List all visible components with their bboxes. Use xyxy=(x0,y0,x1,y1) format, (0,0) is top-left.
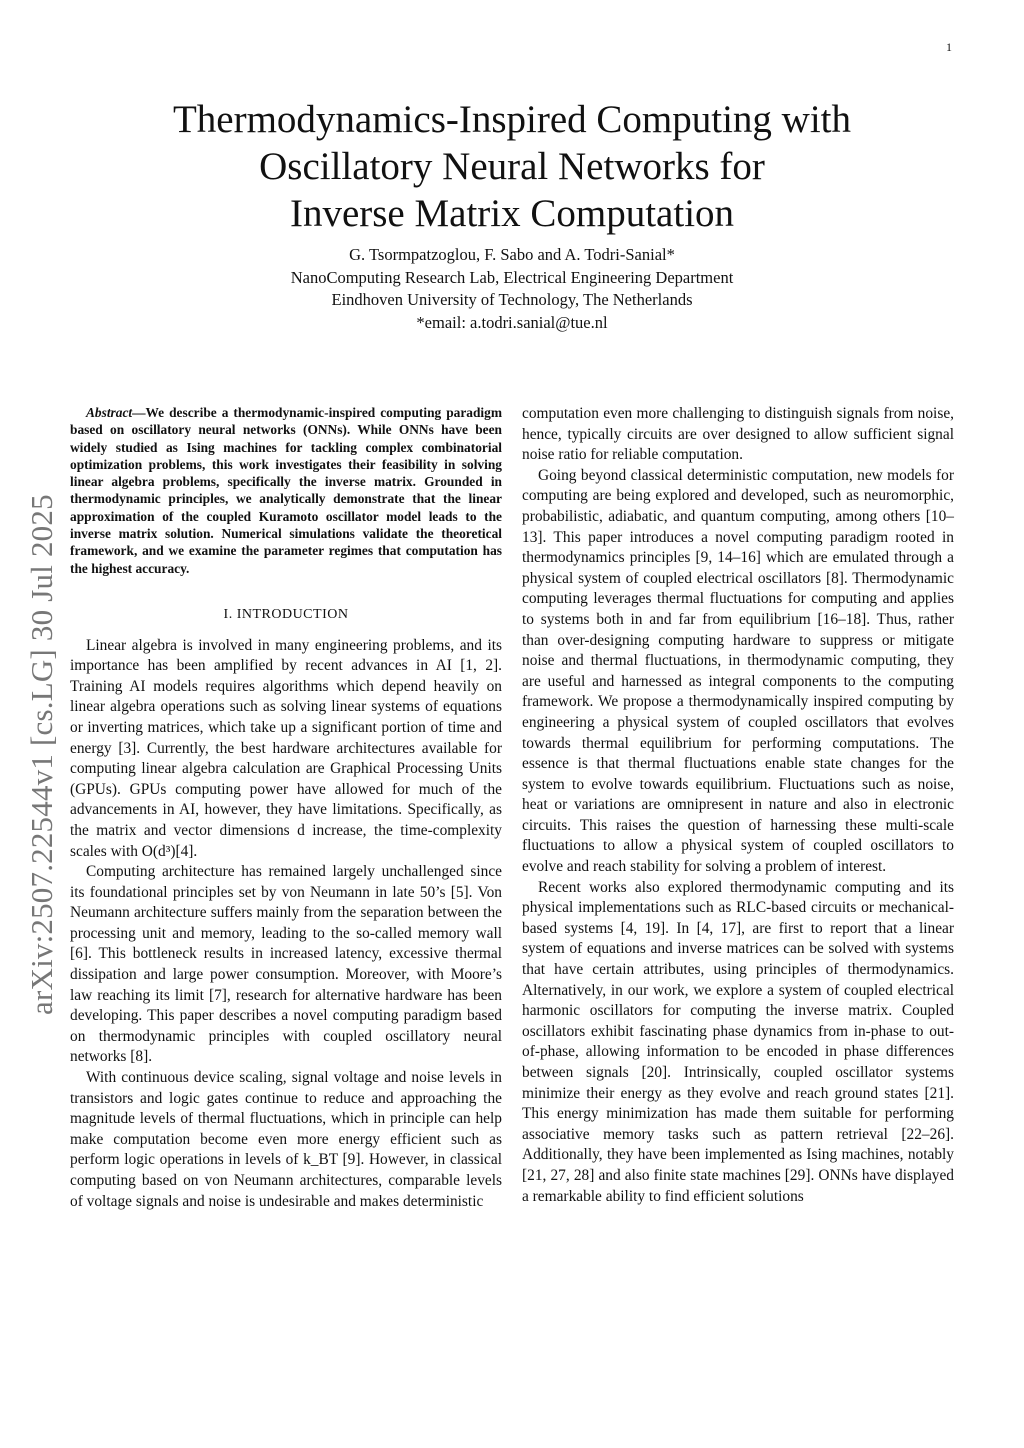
intro-paragraph: Linear algebra is involved in many engineering problems, and its importance has been amplified by recent advances in AI [1, 2]. Training AI models requires algorithms which depend heavily on linear algebra operations such as solving linear systems of equations or inverting matrices, which take up a significant portion of time and energy [3]. Currently, the best hardware architectures available for computing linear algebra calculation are Graphical Processing Units (GPUs). GPUs computing power have allowed for much of the advancements in AI, however, they have limitations. Specifically, as the matrix and vector dimensions d increase, the time-complexity scales with O(d³)[4]. xyxy=(70,636,502,860)
title-block xyxy=(0,96,1024,334)
body-paragraph: computation even more challenging to distinguish signals from noise, hence, typically circuits are over designed to allow sufficient signal noise ratio for reliable computation. xyxy=(522,405,954,464)
email: *email: a.todri.sanial@tue.nl xyxy=(416,312,608,332)
right-column xyxy=(522,404,954,1207)
abstract-label: Abstract xyxy=(86,405,133,420)
intro-paragraph: Computing architecture has remained largely unchallenged since its foundational principles set by von Neumann in late 50’s [5]. Von Neumann architecture suffers mainly from the separation between the processing unit and memory, leading to the so-called memory wall [6]. This bottleneck results in increased latency, excessive thermal dissipation and large power consumption. Moreover, with Moore’s law reaching its limit [7], research for alternative hardware has been developing. This paper describes a novel computing paradigm based on thermodynamic principles with coupled oscillatory neural networks [8]. xyxy=(70,863,502,1066)
arxiv-stamp: arXiv:2507.22544v1 [cs.LG] 30 Jul 2025 xyxy=(24,494,59,1015)
author-block xyxy=(0,244,1024,334)
abstract-text: —We describe a thermodynamic-inspired computing paradigm based on oscillatory neural networks (ONNs). While ONNs have been widely studied as Ising machines for tackling complex combinatorial optimization problems, this work investigates their feasibility in solving linear algebra problems, specifically the inverse matrix. Grounded in thermodynamic principles, we analytically demonstrate that the linear approximation of the coupled Kuramoto oscillator model leads to the inverse matrix solution. Numerical simulations validate the theoretical framework, and we examine the parameter regimes that computation has the highest accuracy. xyxy=(70,405,502,576)
abstract xyxy=(70,404,502,577)
left-column xyxy=(70,404,502,1212)
affiliation-lab: NanoComputing Research Lab, Electrical Engineering Department xyxy=(290,267,734,287)
body-paragraph: Going beyond classical deterministic computation, new models for computing are being explored and developed, such as neuromorphic, probabilistic, adiabatic, and quantum computing, among others [10–13]. This paper introduces a novel computing paradigm rooted in thermodynamics principles [9, 14–16] which are emulated through a physical system of coupled electrical oscillators [8]. Thermodynamic computing leverages thermal fluctuations for computing and applies to systems both in and far from equilibrium [16–18]. Thus, rather than over-designing computing hardware to suppress or mitigate noise and thermal fluctuations, in thermodynamic computing, they are useful and harnessed as integral components to the computing framework. We propose a thermodynamically inspired computing by engineering a physical system of coupled oscillators that evolves towards thermal equilibrium for performing computations. The essence is that thermal fluctuations enable state changes for the system to evolve towards equilibrium. Fluctuations such as noise, heat or variations are omnipresent in nature and also in electronic circuits. This raises the question of harnessing these multi-scale fluctuations to allow a physical system of coupled oscillators to evolve and reach stability for solving a problem of interest. xyxy=(522,466,954,876)
title-line: Oscillatory Neural Networks for xyxy=(259,145,765,188)
title-line: Inverse Matrix Computation xyxy=(289,192,735,235)
body-paragraph: Recent works also explored thermodynamic computing and its physical implementations such as RLC-based circuits or mechanical-based systems [4, 19]. In [4, 17], are first to report that a linear system of equations and inverse matrices can be solved with systems that have certain attributes, using principles of thermodynamics. Alternatively, in our work, we explore a system of coupled electrical harmonic oscillators for computing the inverse matrix. Coupled oscillators exhibit fascinating phase dynamics from in-phase to out-of-phase, allowing information to be encoded in phase differences between signals [20]. Intrinsically, coupled oscillator systems minimize their energy as they evolve and reach ground states [21]. This energy minimization has made them suitable for performing associative memory tasks such as pattern retrieval [22–26]. Additionally, they have been implemented as Ising machines, notably [21, 27, 28] and also finite state machines [29]. ONNs have displayed a remarkable ability to find efficient solutions xyxy=(522,878,954,1205)
section-heading-introduction: I. INTRODUCTION xyxy=(223,606,349,622)
title-line: Thermodynamics-Inspired Computing with xyxy=(172,98,852,141)
paper-title xyxy=(0,96,1024,237)
authors: G. Tsormpatzoglou, F. Sabo and A. Todri-Sanial* xyxy=(349,245,675,264)
intro-paragraph: With continuous device scaling, signal voltage and noise levels in transistors and logic gates continue to reduce and approaching the magnitude levels of thermal fluctuations, which in principle can help make computation become even more energy efficient such as perform logic operations in levels of k_BT [9]. However, in classical computing based on von Neumann architectures, comparable levels of voltage signals and noise is undesirable and makes deterministic xyxy=(70,1069,502,1210)
affiliation-university: Eindhoven University of Technology, The Netherlands xyxy=(331,290,693,309)
page-number: 1 xyxy=(946,40,952,54)
